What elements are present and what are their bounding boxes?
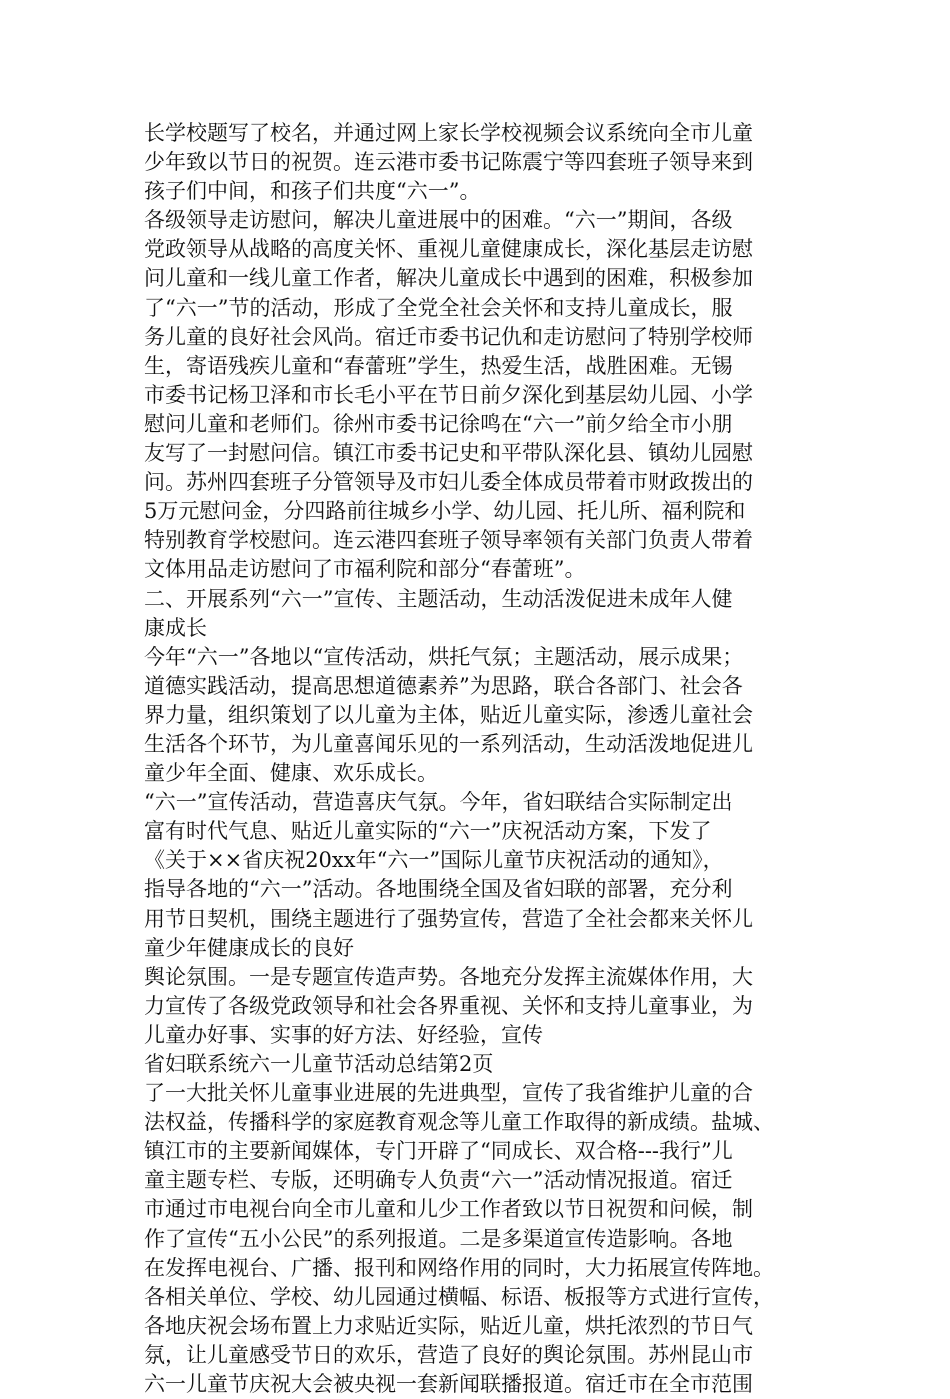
text-line: 了一大批关怀儿童事业进展的先进典型，宣传了我省维护儿童的合 (144, 1081, 753, 1106)
text-line: 友写了一封慰问信。镇江市委书记史和平带队深化县、镇幼儿园慰 (144, 441, 753, 466)
text-line: 生活各个环节，为儿童喜闻乐见的一系列活动，生动活泼地促进儿 (144, 731, 753, 756)
text-line: 作了宣传“五小公民”的系列报道。二是多渠道宣传造影响。各地 (144, 1226, 733, 1251)
text-line: 5万元慰问金，分四路前往城乡小学、幼儿园、托儿所、福利院和 (144, 499, 746, 524)
text-line: “六一”宣传活动，营造喜庆气氛。今年，省妇联结合实际制定出 (144, 790, 733, 815)
text-line: 指导各地的“六一”活动。各地围绕全国及省妇联的部署，充分利 (144, 877, 733, 902)
text-line: 慰问儿童和老师们。徐州市委书记徐鸣在“六一”前夕给全市小朋 (144, 411, 733, 436)
text-line: 《关于××省庆祝20xx年“六一”国际儿童节庆祝活动的通知》， (144, 848, 724, 873)
text-line: 富有时代气息、贴近儿童实际的“六一”庆祝活动方案，下发了 (144, 819, 712, 844)
text-line: 长学校题写了校名，并通过网上家长学校视频会议系统向全市儿童 (144, 121, 753, 145)
text-line: 少年致以节日的祝贺。连云港市委书记陈震宁等四套班子领导来到 (144, 150, 753, 175)
text-line: 力宣传了各级党政领导和社会各界重视、关怀和支持儿童事业，为 (144, 993, 753, 1018)
document-body (144, 119, 804, 1399)
text-line: 童少年全面、健康、欢乐成长。 (144, 761, 438, 786)
text-line: 特别教育学校慰问。连云港四套班子领导率领有关部门负责人带着 (144, 528, 753, 553)
text-line: 在发挥电视台、广播、报刊和网络作用的同时，大力拓展宣传阵地。 (144, 1255, 774, 1280)
text-line: 问儿童和一线儿童工作者，解决儿童成长中遇到的困难，积极参加 (144, 266, 753, 291)
text-line: 孩子们中间，和孩子们共度“六一”。 (144, 179, 481, 204)
text-line: 各地庆祝会场布置上力求贴近实际，贴近儿童，烘托浓烈的节日气 (144, 1313, 753, 1338)
page-marker: 省妇联系统六一儿童节活动总结第2页 (144, 1052, 494, 1076)
text-line: 氛，让儿童感受节日的欢乐，营造了良好的舆论氛围。苏州昆山市 (144, 1342, 753, 1367)
text-line: 市委书记杨卫泽和市长毛小平在节日前夕深化到基层幼儿园、小学 (144, 382, 753, 407)
text-line: 务儿童的良好社会风尚。宿迁市委书记仇和走访慰问了特别学校师 (144, 324, 753, 349)
text-line: 儿童办好事、实事的好方法、好经验，宣传 (144, 1022, 543, 1047)
text-line: 道德实践活动，提高思想道德素养”为思路，联合各部门、社会各 (144, 673, 743, 698)
text-line: 舆论氛围。一是专题宣传造声势。各地充分发挥主流媒体作用，大 (144, 964, 753, 989)
text-line: 用节日契机，围绕主题进行了强势宣传，营造了全社会都来关怀儿 (144, 906, 753, 931)
text-line: 童少年健康成长的良好 (144, 935, 354, 960)
text-line: 各级领导走访慰问，解决儿童进展中的困难。“六一”期间，各级 (144, 208, 733, 233)
text-line: 了“六一”节的活动，形成了全党全社会关怀和支持儿童成长，服 (144, 295, 733, 320)
text-line: 法权益，传播科学的家庭教育观念等儿童工作取得的新成绩。盐城、 (144, 1110, 774, 1135)
text-line: 今年“六一”各地以“宣传活动，烘托气氛；主题活动，展示成果； (144, 644, 744, 669)
text-line: 界力量，组织策划了以儿童为主体，贴近儿童实际，渗透儿童社会 (144, 702, 753, 727)
section-heading: 康成长 (144, 615, 207, 640)
text-line: 党政领导从战略的高度关怀、重视儿童健康成长，深化基层走访慰 (144, 237, 753, 262)
text-line: 童主题专栏、专版，还明确专人负责“六一”活动情况报道。宿迁 (144, 1168, 733, 1193)
text-line: 各相关单位、学校、幼儿园通过横幅、标语、板报等方式进行宣传， (144, 1284, 774, 1309)
section-heading: 二、开展系列“六一”宣传、主题活动，生动活泼促进未成年人健 (144, 586, 733, 611)
text-line: 问。苏州四套班子分管领导及市妇儿委全体成员带着市财政拨出的 (144, 470, 753, 495)
text-line: 文体用品走访慰问了市福利院和部分“春蕾班”。 (144, 557, 586, 582)
text-line: 生，寄语残疾儿童和“春蕾班”学生，热爱生活，战胜困难。无锡 (144, 353, 733, 378)
text-line: 市通过市电视台向全市儿童和儿少工作者致以节日祝贺和问候，制 (144, 1197, 753, 1222)
text-line: 镇江市的主要新闻媒体，专门开辟了“同成长、双合格---我行”儿 (144, 1139, 733, 1164)
text-line: 六一儿童节庆祝大会被央视一套新闻联播报道。宿迁市在全市范围 (144, 1372, 753, 1397)
